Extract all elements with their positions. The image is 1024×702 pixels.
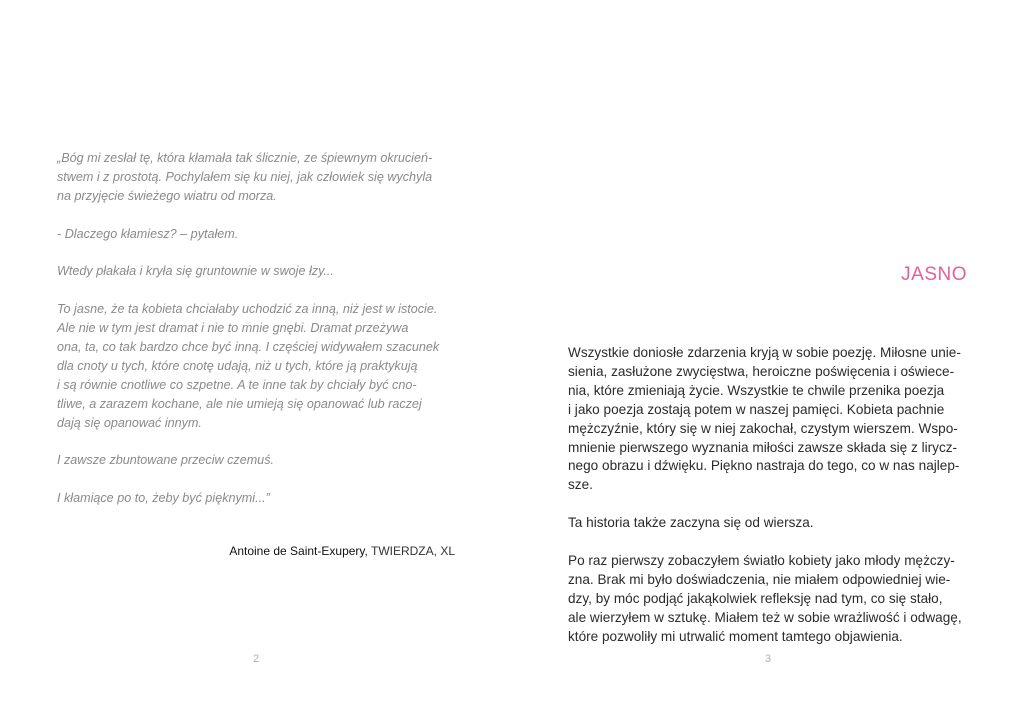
chapter-title: JASNO [901,264,967,285]
body-paragraph: Po raz pierwszy zobaczyłem światło kobiety jako młody mężczy- zna. Brak mi było doświadczenia, nie miałem odpowiedniej wie- dzy, by móc podjąć jakąkolwiek refleksję nad tym, co się stało, ale wierzyłem w sztukę. Miałem też w sobie wrażliwość i odwagę, które pozwoliły mi utrwalić moment tamtego objawienia. [568,552,962,644]
body-paragraph: Ta historia także zaczyna się od wiersza. [568,515,814,531]
epigraph-quote [57,149,457,508]
body-paragraph: Wszystkie doniosłe zdarzenia kryją w sobie poezję. Miłosne unie- sienia, zasłużone zwycięstwa, heroiczne poświęcenia i oświece- nia, które zmieniają życie. Wszystkie te chwile przenika poezja i jako poezja zostają potem w naszej pamięci. Kobieta pachnie mężczyźnie, który się w niej zakochał, czystym wierszem. Wspo- mnienie pierwszego wyznania miłości zawsze składa się z lirycz- nego obrazu i dźwięku. Piękno nastraja do tego, co w nas najlep- sze. [568,345,961,493]
page-number-left: 2 [252,653,260,665]
right-page [512,0,1024,702]
quote-paragraph: - Dlaczego kłamiesz? – pytałem. [57,226,239,241]
quote-paragraph: To jasne, że ta kobieta chciałaby uchodzić za inną, niż jest w istocie. Ale nie w tym jest dramat i nie to mnie gnębi. Dramat przeżywa ona, ta, co tak bardzo chce być inną. I częściej widywałem szacunek dla cnoty u tych, które cnotę udają, niż u tych, które ją praktykują i są równie cnotliwe co szpetne. A te inne tak by chciały być cno- tliwe, a zarazem kochane, ale nie umieją się opanować lub raczej dają się opanować innym. [57,302,440,430]
quote-paragraph: Wtedy płakała i kryła się gruntownie w swoje łzy... [57,264,334,279]
attribution-separator: , [364,544,371,558]
page-number-right: 3 [764,653,772,665]
quote-paragraph: I zawsze zbuntowane przeciw czemuś. [57,453,274,468]
quote-attribution [57,543,455,559]
chapter-body [568,344,967,646]
quote-paragraph: „Bóg mi zesłał tę, która kłamała tak ślicznie, ze śpiewnym okrucień- stwem i z prostotą. Pochylałem się ku niej, jak człowiek się wychyla na przyjęcie świeżego wiatru od morza. [57,151,433,203]
attribution-author: Antoine de Saint-Exupery [229,544,365,558]
attribution-work: TWIERDZA, XL [370,544,455,558]
quote-paragraph: I kłamiące po to, żeby być pięknymi...” [57,491,270,506]
